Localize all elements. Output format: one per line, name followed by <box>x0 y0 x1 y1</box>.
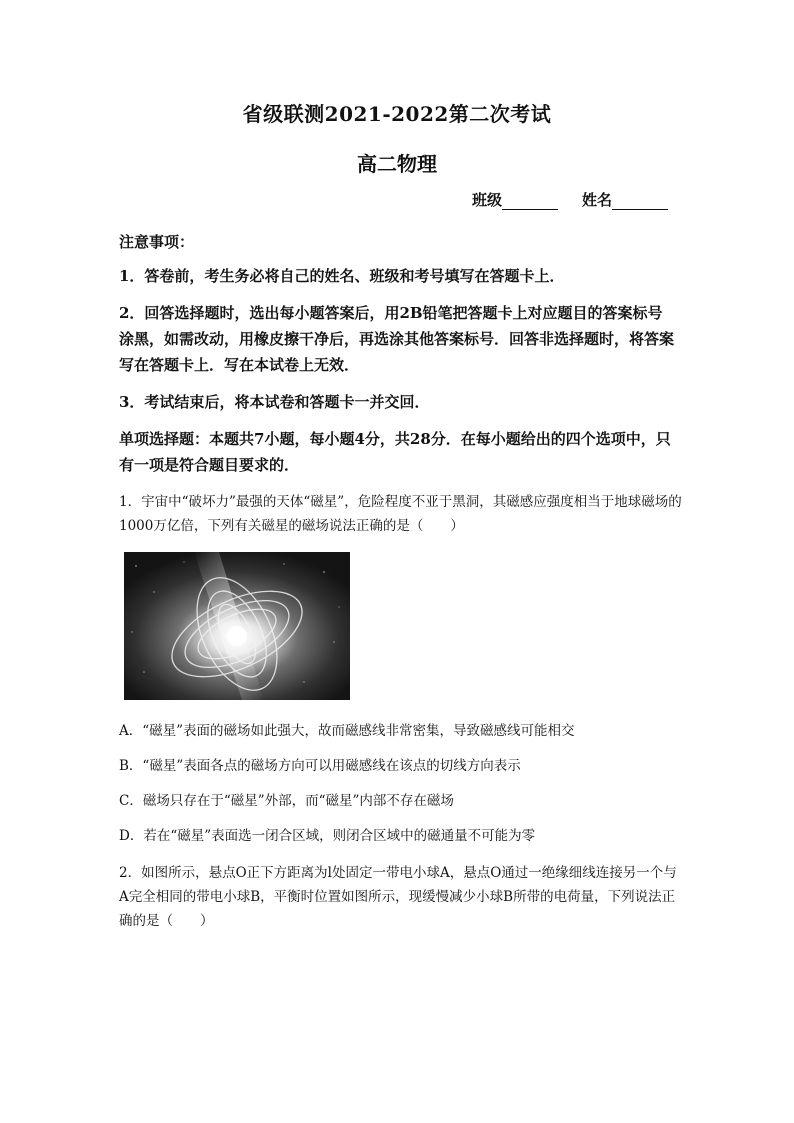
name-blank <box>612 193 668 210</box>
exam-title: 省级联测2021-2022第二次考试 <box>242 102 552 126</box>
section-intro: 单项选择题：本题共7小题，每小题4分，共28分．在每小题给出的四个选项中，只有一项是符合题目要求的． <box>119 430 671 474</box>
notice-item-1: 1．答卷前，考生务必将自己的姓名、班级和考号填写在答题卡上． <box>119 267 565 285</box>
notice-item-3: 3．考试结束后，将本试卷和答题卡一并交回． <box>119 393 430 411</box>
question-1-option-b[interactable]: B．“磁星”表面各点的磁场方向可以用磁感线在该点的切线方向表示 <box>119 758 521 774</box>
question-1-stem: 1．宇宙中“破坏力”最强的天体“磁星”，危险程度不亚于黑洞，其磁感应强度相当于地球磁场的1000万亿倍，下列有关磁星的磁场说法正确的是（ ） <box>119 494 682 534</box>
class-label: 班级 <box>472 191 503 209</box>
question-2-stem: 2．如图所示，悬点O正下方距离为l处固定一带电小球A，悬点O通过一绝缘细线连接另一个与A完全相同的带电小球B，平衡时位置如图所示，现缓慢减少小球B所带的电荷量，下列说法正确的是（ ） <box>119 865 677 929</box>
question-1-option-c[interactable]: C．磁场只存在于“磁星”外部，而“磁星”内部不存在磁场 <box>119 793 454 809</box>
notice-heading: 注意事项： <box>119 233 195 251</box>
student-info <box>472 189 668 210</box>
class-blank <box>502 193 558 210</box>
notice-item-2: 2．回答选择题时，选出每小题答案后，用2B铅笔把答题卡上对应题目的答案标号涂黑，如需改动，用橡皮擦干净后，再选涂其他答案标号．回答非选择题时，将答案写在答题卡上．写在本试卷上无效． <box>119 304 675 374</box>
question-1-option-d[interactable]: D．若在“磁星”表面选一闭合区域，则闭合区域中的磁通量不可能为零 <box>119 828 536 844</box>
subject-title: 高二物理 <box>357 152 437 176</box>
question-1-option-a[interactable]: A．“磁星”表面的磁场如此强大，故而磁感线非常密集，导致磁感线可能相交 <box>119 723 575 739</box>
magnetar-image <box>124 552 350 700</box>
name-label: 姓名 <box>582 191 613 209</box>
